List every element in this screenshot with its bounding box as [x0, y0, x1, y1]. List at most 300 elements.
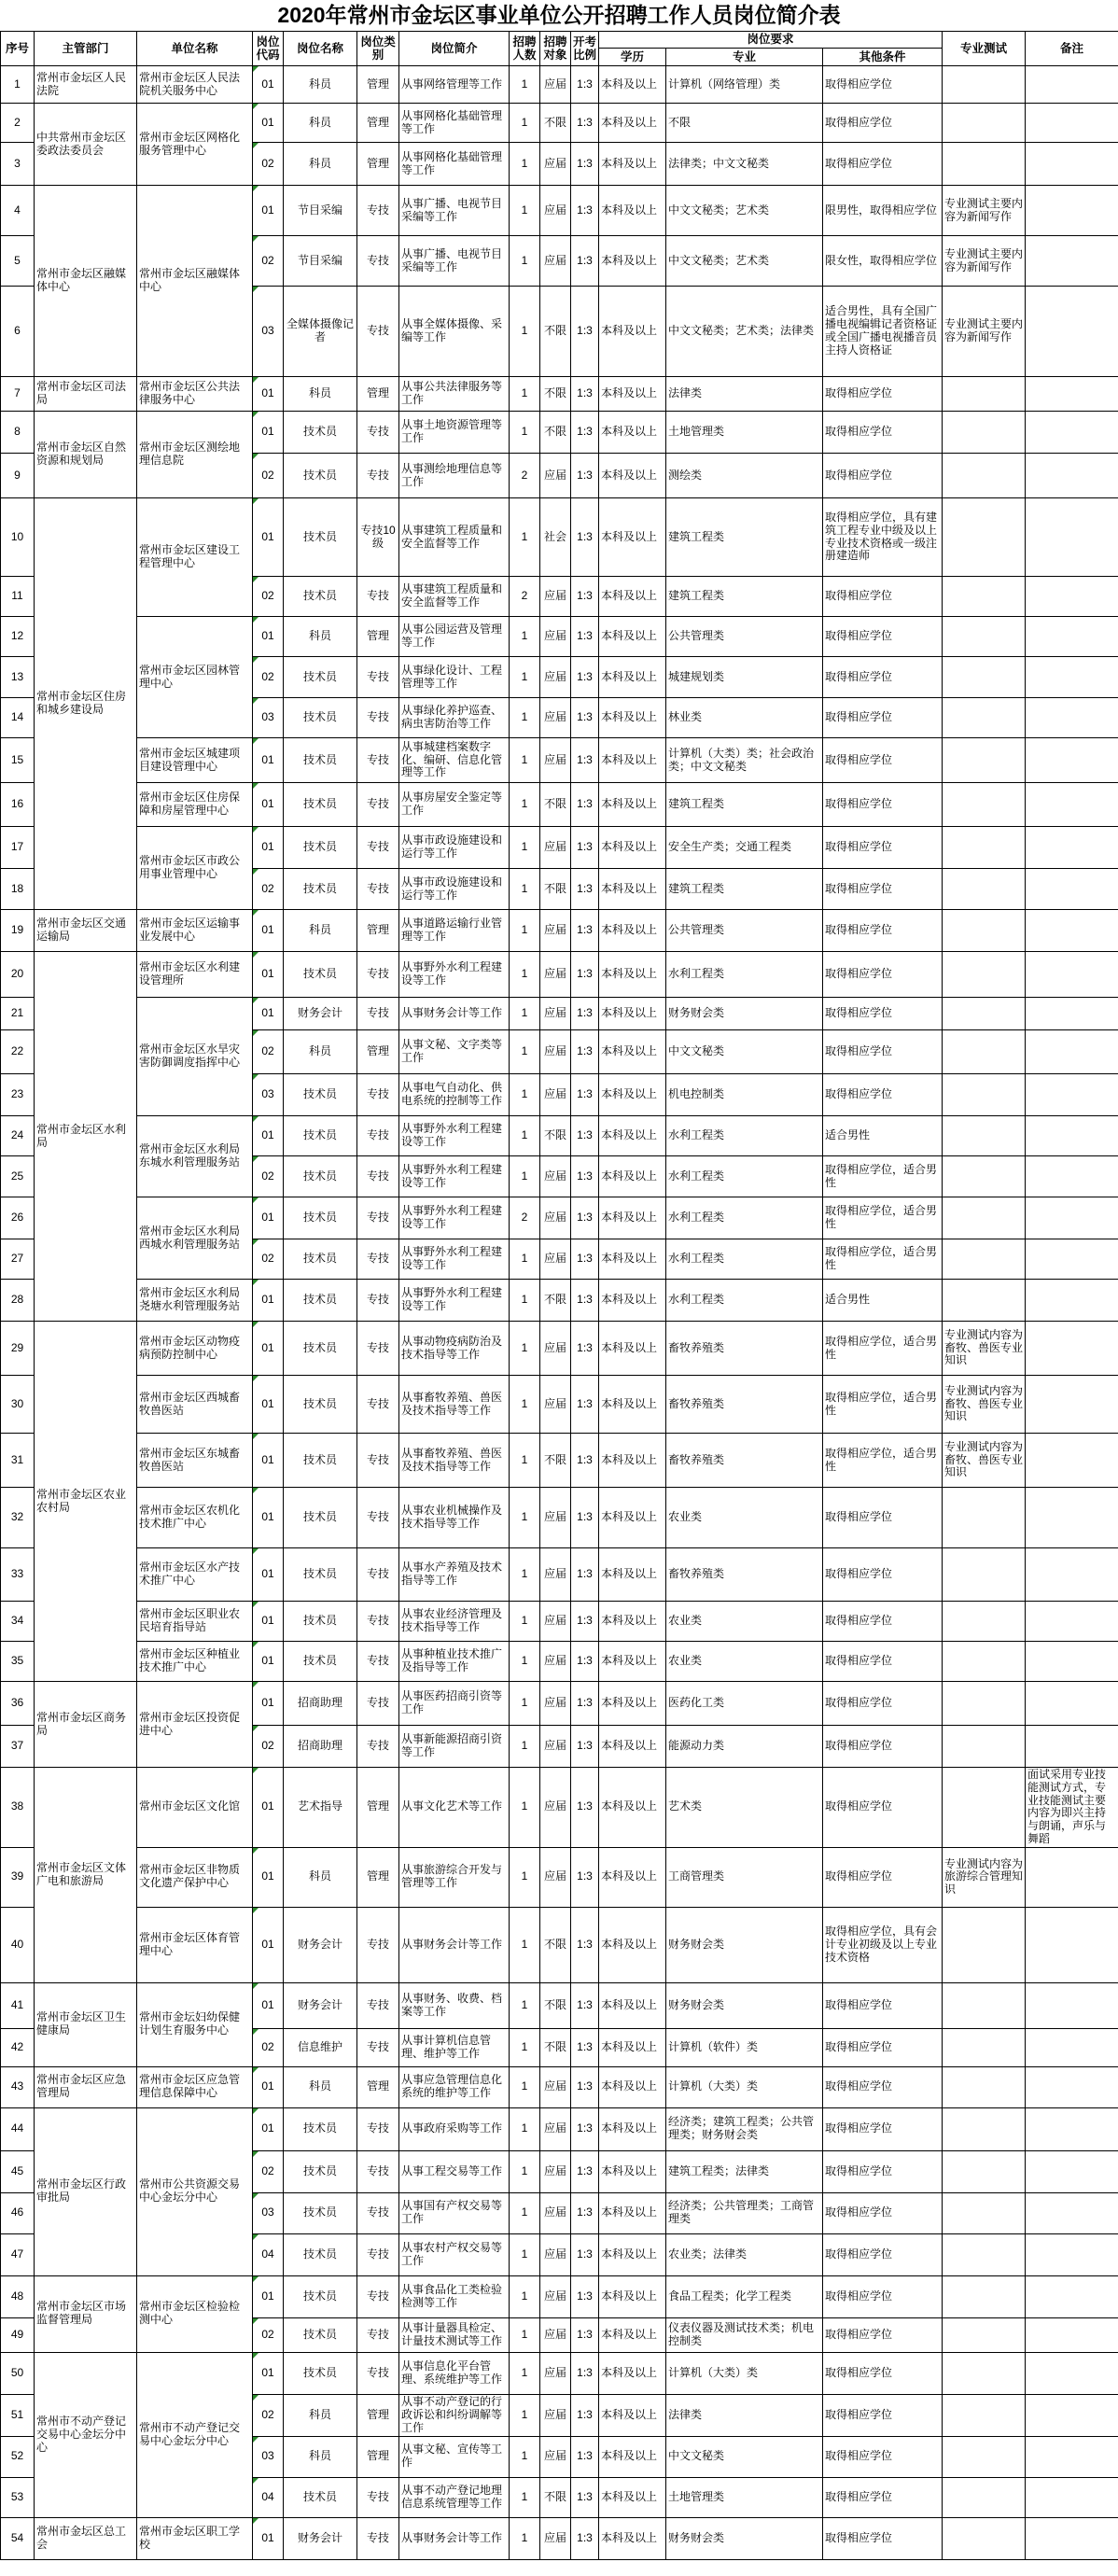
cell-desc: 从事广播、电视节目采编等工作: [399, 186, 510, 236]
cell-unit: 常州市金坛区融媒体中心: [137, 186, 253, 377]
cell-target: 应届: [540, 2394, 571, 2436]
cell-cat: 专技: [357, 1682, 399, 1726]
cell-target: 应届: [540, 66, 571, 104]
cell-dept: 常州市金坛区卫生健康局: [35, 1982, 137, 2066]
cell-target: 应届: [540, 236, 571, 287]
cell-major: 计算机（大类）类: [666, 2066, 823, 2107]
cell-dept: 常州市金坛区司法局: [35, 377, 137, 412]
cell-note: [1026, 2477, 1118, 2517]
cell-num: 1: [510, 2107, 540, 2150]
cell-code: 02: [253, 1030, 284, 1074]
cell-ratio: 1:3: [571, 186, 599, 236]
cell-major: 法律类；中文文秘类: [666, 143, 823, 186]
cell-ratio: 1:3: [571, 454, 599, 498]
cell-post: 技术员: [284, 498, 357, 577]
cell-code: 01: [253, 66, 284, 104]
cell-code: 01: [253, 1197, 284, 1239]
cell-num: 1: [510, 698, 540, 738]
cell-no: 35: [1, 1642, 35, 1682]
cell-dept: 常州市金坛区住房和城乡建设局: [35, 498, 137, 910]
cell-dept: 常州市金坛区行政审批局: [35, 2107, 137, 2275]
cell-num: 1: [510, 2352, 540, 2394]
cell-code: 01: [253, 377, 284, 412]
cell-note: [1026, 1847, 1118, 1907]
cell-cat: 管理: [357, 2436, 399, 2477]
cell-no: 21: [1, 998, 35, 1030]
cell-edu: 本科及以上: [599, 657, 666, 698]
cell-major: 法律类: [666, 2394, 823, 2436]
cell-other: 取得相应学位: [823, 2192, 943, 2233]
cell-post: 技术员: [284, 657, 357, 698]
cell-test: [943, 454, 1026, 498]
cell-major: 畜牧养殖类: [666, 1434, 823, 1488]
cell-num: 1: [510, 910, 540, 952]
cell-ratio: 1:3: [571, 1602, 599, 1642]
cell-ratio: 1:3: [571, 236, 599, 287]
cell-test: [943, 1116, 1026, 1156]
cell-target: 应届: [540, 454, 571, 498]
cell-post: 技术员: [284, 1197, 357, 1239]
cell-desc: 从事测绘地理信息等工作: [399, 454, 510, 498]
table-row: [1, 1197, 1118, 1239]
cell-unit: 常州市金坛区水利局尧塘水利管理服务站: [137, 1280, 253, 1322]
cell-cat: 专技: [357, 1548, 399, 1602]
cell-num: 1: [510, 2436, 540, 2477]
cell-target: 应届: [540, 1548, 571, 1602]
cell-other: 取得相应学位: [823, 66, 943, 104]
cell-cat: 专技: [357, 783, 399, 827]
cell-note: [1026, 738, 1118, 783]
cell-no: 8: [1, 412, 35, 454]
cell-note: [1026, 2192, 1118, 2233]
cell-unit: 常州市金坛区住房保障和房屋管理中心: [137, 783, 253, 827]
cell-unit: 常州市金坛区非物质文化遗产保护中心: [137, 1847, 253, 1907]
cell-post: 技术员: [284, 454, 357, 498]
cell-num: 1: [510, 1239, 540, 1280]
cell-unit: 常州市金坛区水产技术推广中心: [137, 1548, 253, 1602]
cell-no: 39: [1, 1847, 35, 1907]
cell-note: [1026, 1907, 1118, 1982]
cell-cat: 专技: [357, 738, 399, 783]
cell-cat: 专技: [357, 2028, 399, 2066]
cell-cat: 专技: [357, 1322, 399, 1376]
cell-test: [943, 617, 1026, 657]
cell-post: 技术员: [284, 577, 357, 617]
cell-test: [943, 738, 1026, 783]
cell-num: 1: [510, 2317, 540, 2352]
cell-edu: 本科及以上: [599, 1116, 666, 1156]
cell-desc: 从事建筑工程质量和安全监督等工作: [399, 577, 510, 617]
cell-code: 01: [253, 998, 284, 1030]
cell-note: [1026, 186, 1118, 236]
cell-other: 取得相应学位，具有建筑工程专业中级及以上专业技术资格或一级注册建造师: [823, 498, 943, 577]
cell-post: 招商助理: [284, 1726, 357, 1768]
cell-target: 应届: [540, 2107, 571, 2150]
cell-note: [1026, 869, 1118, 910]
cell-num: 1: [510, 498, 540, 577]
cell-no: 20: [1, 952, 35, 998]
header-edu: 学历: [599, 49, 666, 66]
table-row: [1, 910, 1118, 952]
cell-post: 技术员: [284, 1488, 357, 1548]
cell-major: 水利工程类: [666, 1197, 823, 1239]
cell-edu: 本科及以上: [599, 617, 666, 657]
cell-no: 33: [1, 1548, 35, 1602]
cell-desc: 从事绿化设计、工程管理等工作: [399, 657, 510, 698]
cell-cat: 专技: [357, 869, 399, 910]
cell-edu: 本科及以上: [599, 1322, 666, 1376]
cell-major: 财务财会类: [666, 2517, 823, 2559]
cell-target: 不限: [540, 412, 571, 454]
cell-edu: 本科及以上: [599, 498, 666, 577]
table-row: [1, 1548, 1118, 1602]
cell-desc: 从事计算机信息管理、维护等工作: [399, 2028, 510, 2066]
table-row: [1, 1602, 1118, 1642]
cell-edu: 本科及以上: [599, 827, 666, 869]
table-row: [1, 2352, 1118, 2394]
cell-code: 01: [253, 738, 284, 783]
cell-unit: 常州市金坛区水利局东城水利管理服务站: [137, 1116, 253, 1197]
header-unit: 单位名称: [137, 32, 253, 66]
cell-edu: 本科及以上: [599, 2066, 666, 2107]
cell-cat: 专技: [357, 1239, 399, 1280]
cell-target: 应届: [540, 2066, 571, 2107]
cell-ratio: 1:3: [571, 66, 599, 104]
cell-other: 取得相应学位: [823, 1030, 943, 1074]
cell-post: 科员: [284, 66, 357, 104]
cell-num: 1: [510, 869, 540, 910]
cell-note: [1026, 1602, 1118, 1642]
cell-num: 1: [510, 1847, 540, 1907]
table-header: [1, 32, 1118, 66]
cell-dept: 常州市金坛区文体广电和旅游局: [35, 1768, 137, 1983]
table-row: [1, 827, 1118, 869]
cell-dept: 常州市金坛区总工会: [35, 2517, 137, 2559]
header-code: 岗位代码: [253, 32, 284, 66]
cell-edu: 本科及以上: [599, 2394, 666, 2436]
cell-other: 取得相应学位: [823, 577, 943, 617]
cell-other: 适合男性: [823, 1116, 943, 1156]
recruitment-table: [0, 31, 1118, 2560]
cell-cat: 专技: [357, 186, 399, 236]
cell-code: 02: [253, 2317, 284, 2352]
cell-code: 01: [253, 186, 284, 236]
cell-edu: 本科及以上: [599, 186, 666, 236]
cell-cat: 专技: [357, 1434, 399, 1488]
cell-note: [1026, 2394, 1118, 2436]
cell-other: 取得相应学位: [823, 412, 943, 454]
cell-edu: 本科及以上: [599, 1548, 666, 1602]
cell-other: 取得相应学位，适合男性: [823, 1156, 943, 1197]
cell-other: 取得相应学位: [823, 2477, 943, 2517]
cell-post: 财务会计: [284, 2517, 357, 2559]
cell-edu: 本科及以上: [599, 1074, 666, 1116]
cell-note: [1026, 2317, 1118, 2352]
cell-test: [943, 1982, 1026, 2028]
cell-no: 47: [1, 2233, 35, 2275]
cell-no: 42: [1, 2028, 35, 2066]
cell-edu: 本科及以上: [599, 1682, 666, 1726]
cell-desc: 从事野外水利工程建设等工作: [399, 1116, 510, 1156]
cell-major: 经济类；公共管理类；工商管理类: [666, 2192, 823, 2233]
cell-test: [943, 377, 1026, 412]
cell-num: 1: [510, 1280, 540, 1322]
cell-other: 取得相应学位: [823, 377, 943, 412]
cell-note: [1026, 827, 1118, 869]
cell-num: 2: [510, 1197, 540, 1239]
cell-test: [943, 2477, 1026, 2517]
cell-cat: 专技: [357, 1726, 399, 1768]
cell-edu: 本科及以上: [599, 577, 666, 617]
cell-test: [943, 1156, 1026, 1197]
cell-post: 科员: [284, 377, 357, 412]
cell-cat: 专技: [357, 952, 399, 998]
cell-major: 水利工程类: [666, 952, 823, 998]
cell-cat: 管理: [357, 1030, 399, 1074]
cell-major: 土地管理类: [666, 2477, 823, 2517]
cell-code: 02: [253, 1726, 284, 1768]
cell-test: [943, 952, 1026, 998]
cell-post: 科员: [284, 2394, 357, 2436]
cell-unit: 常州市金坛妇幼保健计划生育服务中心: [137, 1982, 253, 2066]
cell-ratio: 1:3: [571, 412, 599, 454]
cell-ratio: 1:3: [571, 2028, 599, 2066]
cell-num: 1: [510, 1156, 540, 1197]
cell-note: [1026, 783, 1118, 827]
cell-other: 取得相应学位: [823, 783, 943, 827]
cell-num: 1: [510, 827, 540, 869]
cell-ratio: 1:3: [571, 1642, 599, 1682]
cell-test: [943, 869, 1026, 910]
cell-no: 15: [1, 738, 35, 783]
cell-ratio: 1:3: [571, 2436, 599, 2477]
cell-unit: 常州市金坛区文化馆: [137, 1768, 253, 1848]
cell-desc: 从事文秘、文字类等工作: [399, 1030, 510, 1074]
cell-dept: 常州市金坛区自然资源和规划局: [35, 412, 137, 498]
cell-post: 技术员: [284, 1280, 357, 1322]
cell-no: 22: [1, 1030, 35, 1074]
cell-other: 取得相应学位: [823, 617, 943, 657]
cell-post: 技术员: [284, 1376, 357, 1434]
cell-desc: 从事财务会计等工作: [399, 2517, 510, 2559]
cell-dept: 常州市金坛区农业农村局: [35, 1322, 137, 1682]
cell-cat: 专技: [357, 412, 399, 454]
cell-no: 25: [1, 1156, 35, 1197]
cell-test: 专业测试内容为畜牧、兽医专业知识: [943, 1434, 1026, 1488]
cell-ratio: 1:3: [571, 104, 599, 143]
cell-code: 01: [253, 952, 284, 998]
cell-cat: 专技: [357, 1074, 399, 1116]
cell-ratio: 1:3: [571, 617, 599, 657]
cell-code: 01: [253, 1116, 284, 1156]
cell-post: 技术员: [284, 1642, 357, 1682]
cell-no: 9: [1, 454, 35, 498]
cell-post: 科员: [284, 617, 357, 657]
cell-unit: 常州市金坛区检验检测中心: [137, 2275, 253, 2352]
cell-code: 01: [253, 412, 284, 454]
cell-no: 24: [1, 1116, 35, 1156]
cell-other: 取得相应学位: [823, 1548, 943, 1602]
cell-other: 取得相应学位: [823, 1768, 943, 1848]
cell-no: 28: [1, 1280, 35, 1322]
cell-target: 应届: [540, 698, 571, 738]
cell-code: 03: [253, 2192, 284, 2233]
cell-cat: 管理: [357, 377, 399, 412]
table-row: [1, 1434, 1118, 1488]
cell-num: 1: [510, 998, 540, 1030]
cell-test: 专业测试内容为畜牧、兽医专业知识: [943, 1322, 1026, 1376]
cell-target: 应届: [540, 2317, 571, 2352]
cell-major: 城建规划类: [666, 657, 823, 698]
cell-test: [943, 2394, 1026, 2436]
cell-test: [943, 577, 1026, 617]
cell-desc: 从事财务会计等工作: [399, 1907, 510, 1982]
cell-note: [1026, 1030, 1118, 1074]
cell-cat: 专技: [357, 1982, 399, 2028]
cell-target: 应届: [540, 617, 571, 657]
cell-ratio: 1:3: [571, 2066, 599, 2107]
cell-ratio: 1:3: [571, 2317, 599, 2352]
cell-cat: 专技: [357, 2107, 399, 2150]
cell-target: 应届: [540, 910, 571, 952]
cell-code: 02: [253, 2150, 284, 2192]
cell-other: 取得相应学位: [823, 143, 943, 186]
cell-post: 技术员: [284, 783, 357, 827]
cell-no: 23: [1, 1074, 35, 1116]
cell-major: 建筑工程类: [666, 783, 823, 827]
cell-major: 食品工程类；化学工程类: [666, 2275, 823, 2317]
cell-note: [1026, 998, 1118, 1030]
cell-post: 艺术指导: [284, 1768, 357, 1848]
cell-post: 科员: [284, 1030, 357, 1074]
table-row: [1, 617, 1118, 657]
header-no: 序号: [1, 32, 35, 66]
cell-other: 取得相应学位: [823, 2436, 943, 2477]
cell-cat: 专技: [357, 2150, 399, 2192]
cell-num: 1: [510, 1074, 540, 1116]
cell-major: 农业类: [666, 1642, 823, 1682]
cell-unit: 常州市金坛区水利局西城水利管理服务站: [137, 1197, 253, 1280]
cell-note: [1026, 1682, 1118, 1726]
cell-major: 仪表仪器及测试技术类；机电控制类: [666, 2317, 823, 2352]
cell-no: 46: [1, 2192, 35, 2233]
cell-edu: 本科及以上: [599, 143, 666, 186]
cell-ratio: 1:3: [571, 910, 599, 952]
cell-target: 不限: [540, 2477, 571, 2517]
cell-no: 14: [1, 698, 35, 738]
cell-major: 计算机（软件）类: [666, 2028, 823, 2066]
cell-note: [1026, 454, 1118, 498]
cell-code: 01: [253, 2066, 284, 2107]
cell-post: 节目采编: [284, 236, 357, 287]
cell-code: 04: [253, 2233, 284, 2275]
cell-target: 应届: [540, 2275, 571, 2317]
cell-code: 03: [253, 287, 284, 377]
cell-no: 1: [1, 66, 35, 104]
cell-cat: 专技: [357, 1488, 399, 1548]
cell-test: [943, 66, 1026, 104]
table-row: [1, 1376, 1118, 1434]
cell-note: [1026, 617, 1118, 657]
cell-other: 取得相应学位，适合男性: [823, 1376, 943, 1434]
cell-post: 技术员: [284, 2275, 357, 2317]
cell-edu: 本科及以上: [599, 2352, 666, 2394]
cell-ratio: 1:3: [571, 498, 599, 577]
cell-target: 不限: [540, 1982, 571, 2028]
cell-major: 林业类: [666, 698, 823, 738]
cell-post: 技术员: [284, 1322, 357, 1376]
cell-ratio: 1:3: [571, 1239, 599, 1280]
cell-target: 不限: [540, 783, 571, 827]
cell-note: [1026, 2028, 1118, 2066]
cell-edu: 本科及以上: [599, 1642, 666, 1682]
cell-other: 取得相应学位: [823, 2352, 943, 2394]
table-row: [1, 998, 1118, 1030]
cell-unit: 常州市金坛区运输事业发展中心: [137, 910, 253, 952]
cell-desc: 从事网络管理等工作: [399, 66, 510, 104]
cell-major: 计算机（大类）类: [666, 2352, 823, 2394]
cell-cat: 专技: [357, 698, 399, 738]
cell-no: 16: [1, 783, 35, 827]
table-row: [1, 1768, 1118, 1848]
cell-num: 1: [510, 738, 540, 783]
cell-post: 技术员: [284, 1116, 357, 1156]
header-ratio: 开考比例: [571, 32, 599, 66]
cell-other: 取得相应学位: [823, 2066, 943, 2107]
cell-target: 不限: [540, 2028, 571, 2066]
cell-num: 1: [510, 2028, 540, 2066]
cell-desc: 从事旅游综合开发与管理等工作: [399, 1847, 510, 1907]
cell-note: [1026, 2066, 1118, 2107]
cell-unit: 常州市金坛区投资促进中心: [137, 1682, 253, 1768]
cell-target: 应届: [540, 1322, 571, 1376]
cell-other: 取得相应学位: [823, 104, 943, 143]
cell-num: 1: [510, 1548, 540, 1602]
cell-other: 取得相应学位: [823, 1982, 943, 2028]
cell-major: 土地管理类: [666, 412, 823, 454]
cell-major: 艺术类: [666, 1768, 823, 1848]
cell-num: 1: [510, 2066, 540, 2107]
cell-edu: 本科及以上: [599, 1602, 666, 1642]
cell-target: 应届: [540, 1376, 571, 1434]
cell-edu: 本科及以上: [599, 1197, 666, 1239]
cell-edu: 本科及以上: [599, 454, 666, 498]
cell-post: 技术员: [284, 1074, 357, 1116]
cell-other: 取得相应学位: [823, 910, 943, 952]
cell-major: 中文文秘类；艺术类: [666, 186, 823, 236]
cell-cat: 专技: [357, 577, 399, 617]
cell-no: 45: [1, 2150, 35, 2192]
cell-note: [1026, 412, 1118, 454]
cell-test: [943, 2107, 1026, 2150]
cell-no: 12: [1, 617, 35, 657]
cell-target: 不限: [540, 1907, 571, 1982]
cell-cat: 管理: [357, 2394, 399, 2436]
cell-ratio: 1:3: [571, 377, 599, 412]
cell-ratio: 1:3: [571, 1116, 599, 1156]
cell-target: 不限: [540, 1434, 571, 1488]
cell-ratio: 1:3: [571, 1768, 599, 1848]
cell-dept: 常州市不动产登记交易中心金坛分中心: [35, 2352, 137, 2517]
cell-code: 02: [253, 236, 284, 287]
cell-post: 科员: [284, 1847, 357, 1907]
cell-test: [943, 657, 1026, 698]
cell-cat: 专技: [357, 287, 399, 377]
cell-desc: 从事动物疫病防治及技术指导等工作: [399, 1322, 510, 1376]
cell-ratio: 1:3: [571, 2192, 599, 2233]
cell-dept: 常州市金坛区应急管理局: [35, 2066, 137, 2107]
cell-ratio: 1:3: [571, 143, 599, 186]
